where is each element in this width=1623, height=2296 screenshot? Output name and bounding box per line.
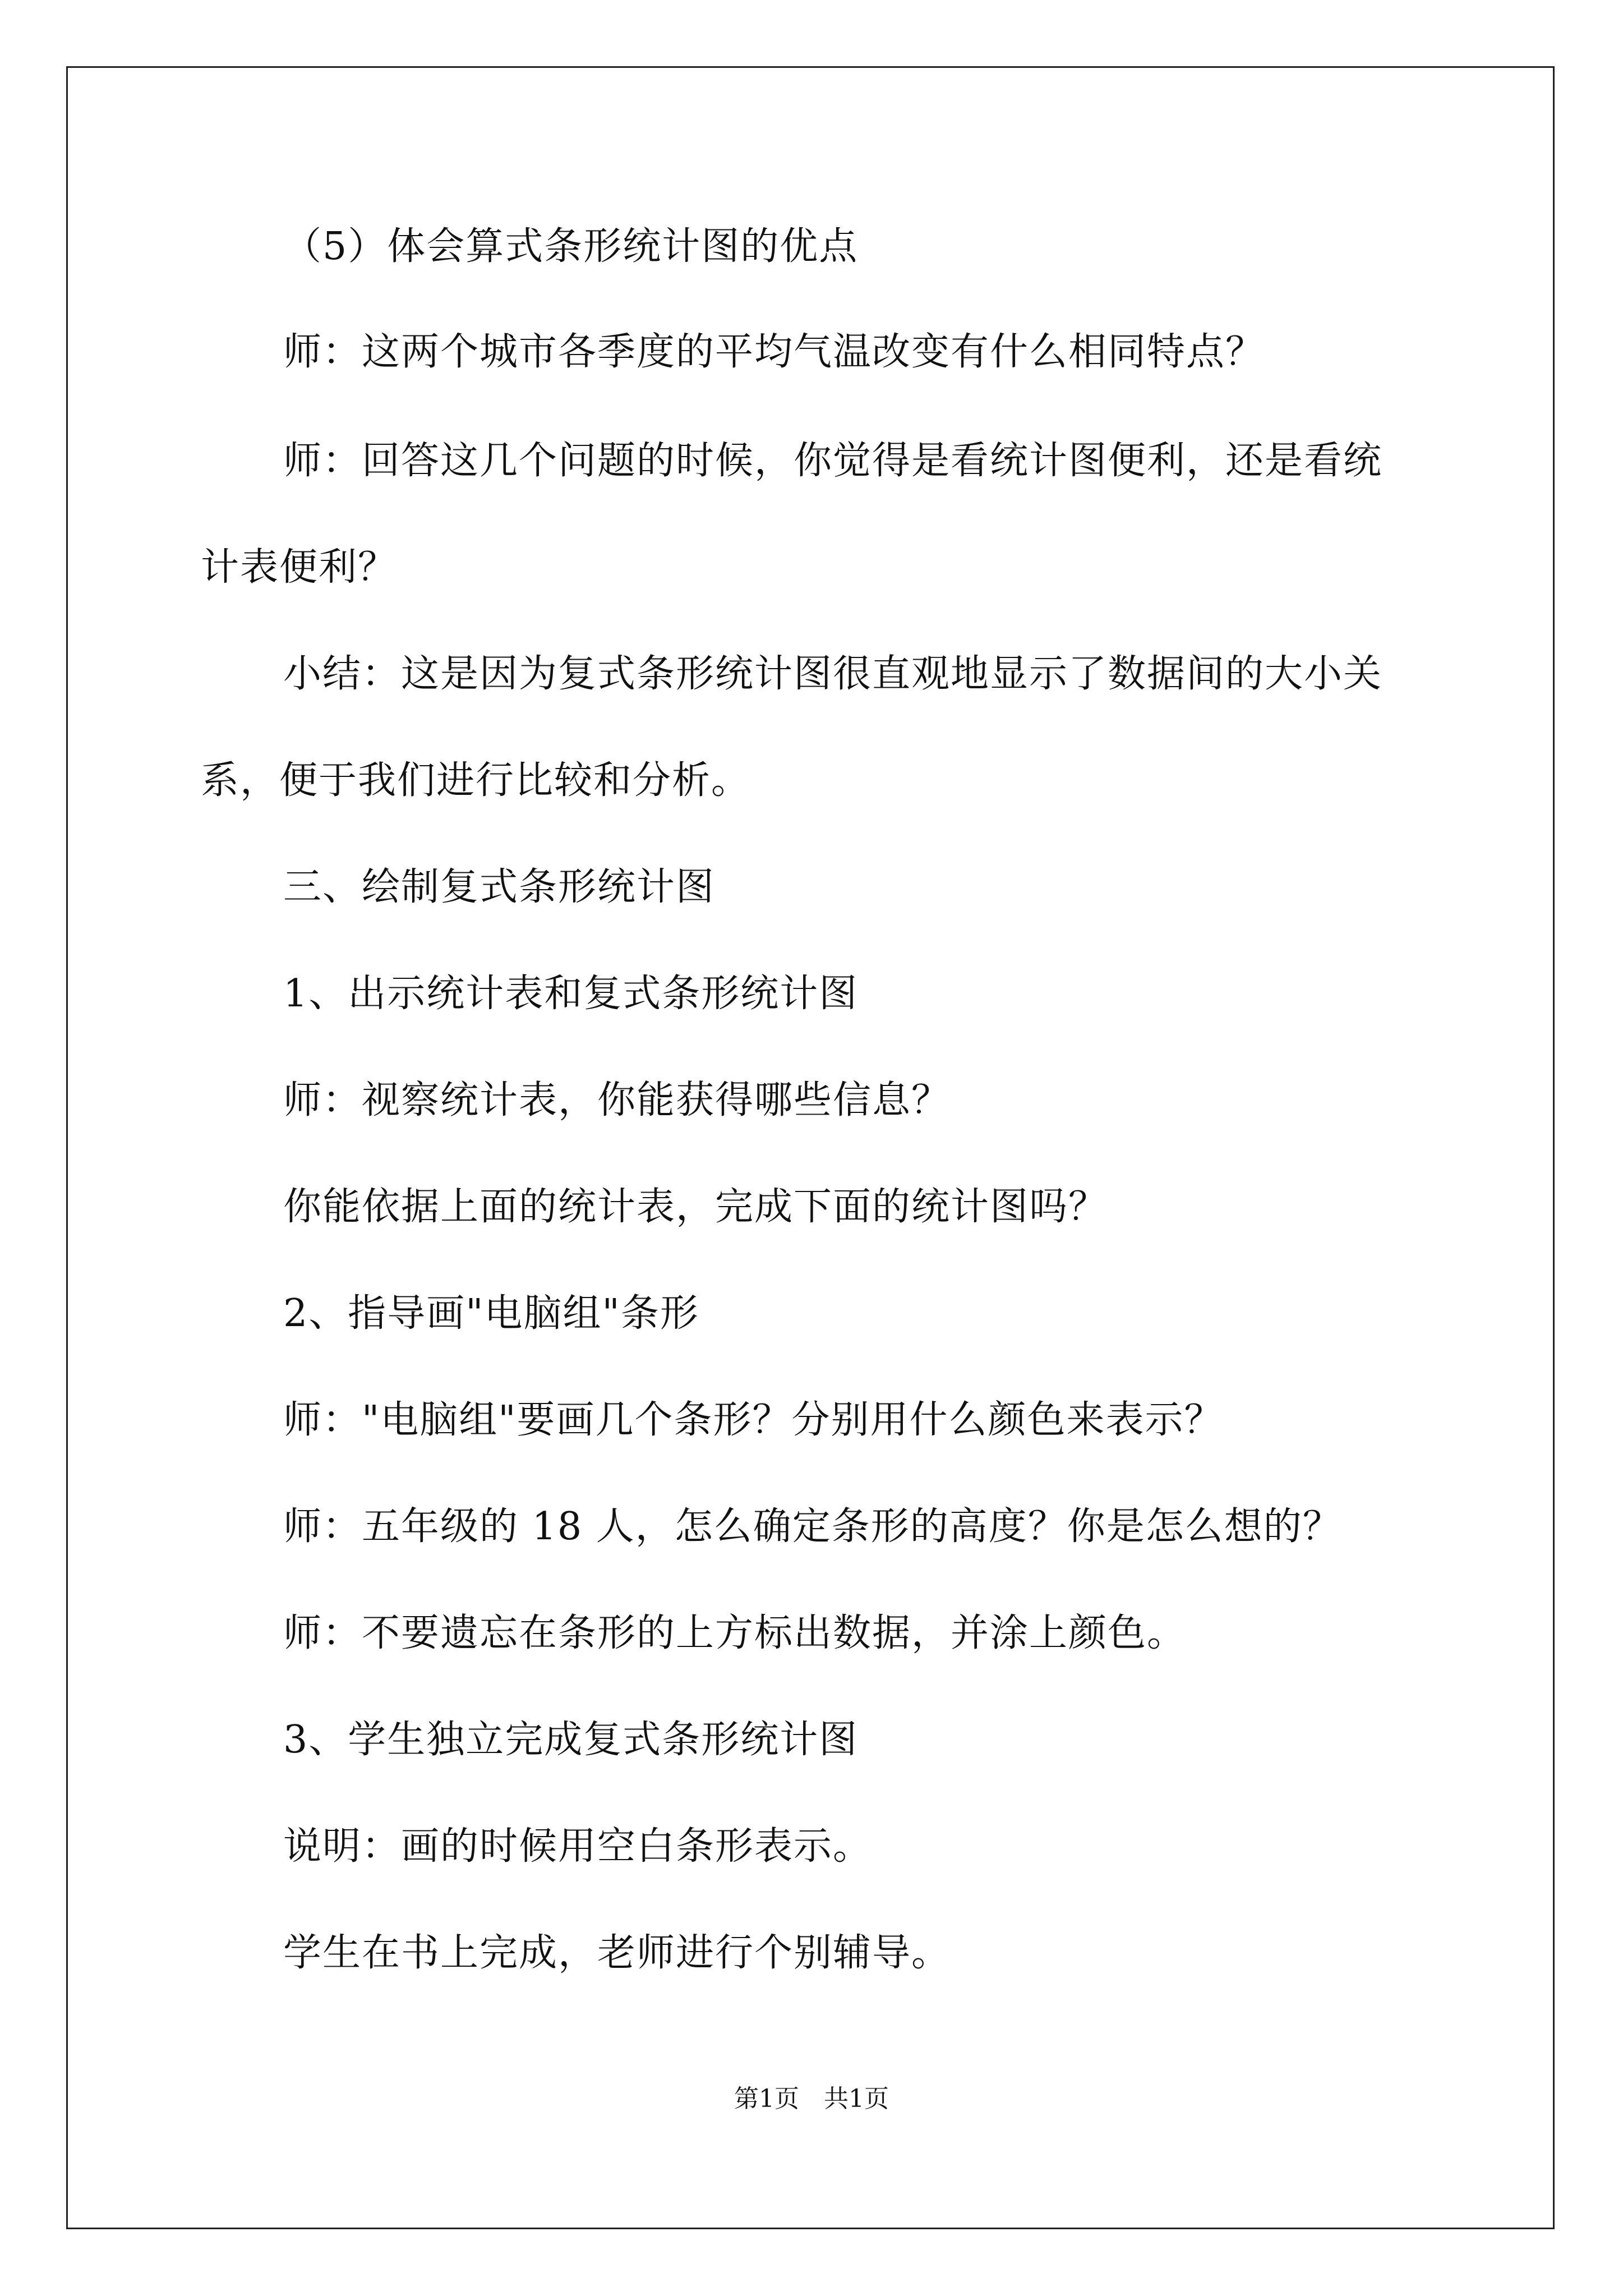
paragraph-11: 学生在书上完成，老师进行个别辅导。: [283, 1931, 951, 1975]
paragraph-step-1: 1、出示统计表和复式条形统计图: [283, 972, 859, 1016]
paragraph-step-2: 2、指导画"电脑组"条形: [283, 1291, 699, 1336]
paragraph-8: 师：五年级的 18 人，怎么确定条形的高度？你是怎么想的？: [283, 1504, 1342, 1549]
page-footer: 第1页 共1页: [734, 2085, 889, 2113]
paragraph-10: 说明：画的时候用空白条形表示。: [283, 1824, 873, 1869]
paragraph-4: 小结：这是因为复式条形统计图很直观地显示了数据间的大小关: [283, 652, 1383, 696]
paragraph-1: （5）体会算式条形统计图的优点: [283, 224, 859, 269]
paragraph-5: 师：视察统计表，你能获得哪些信息？: [283, 1078, 951, 1122]
paragraph-4-continued: 系，便于我们进行比较和分析。: [201, 758, 751, 803]
paragraph-6: 你能依据上面的统计表，完成下面的统计图吗？: [283, 1185, 1108, 1229]
paragraph-3: 师：回答这几个问题的时候，你觉得是看统计图便利，还是看统: [283, 439, 1383, 483]
paragraph-9: 师：不要遗忘在条形的上方标出数据，并涂上颜色。: [283, 1611, 1187, 1655]
paragraph-step-3: 3、学生独立完成复式条形统计图: [283, 1718, 859, 1762]
page-border: [66, 66, 1555, 2229]
paragraph-3-continued: 计表便利？: [201, 545, 398, 590]
paragraph-7: 师："电脑组"要画几个条形？分别用什么颜色来表示？: [283, 1398, 1224, 1442]
section-heading-3: 三、绘制复式条形统计图: [283, 865, 716, 909]
paragraph-2: 师：这两个城市各季度的平均气温改变有什么相同特点？: [283, 330, 1265, 374]
